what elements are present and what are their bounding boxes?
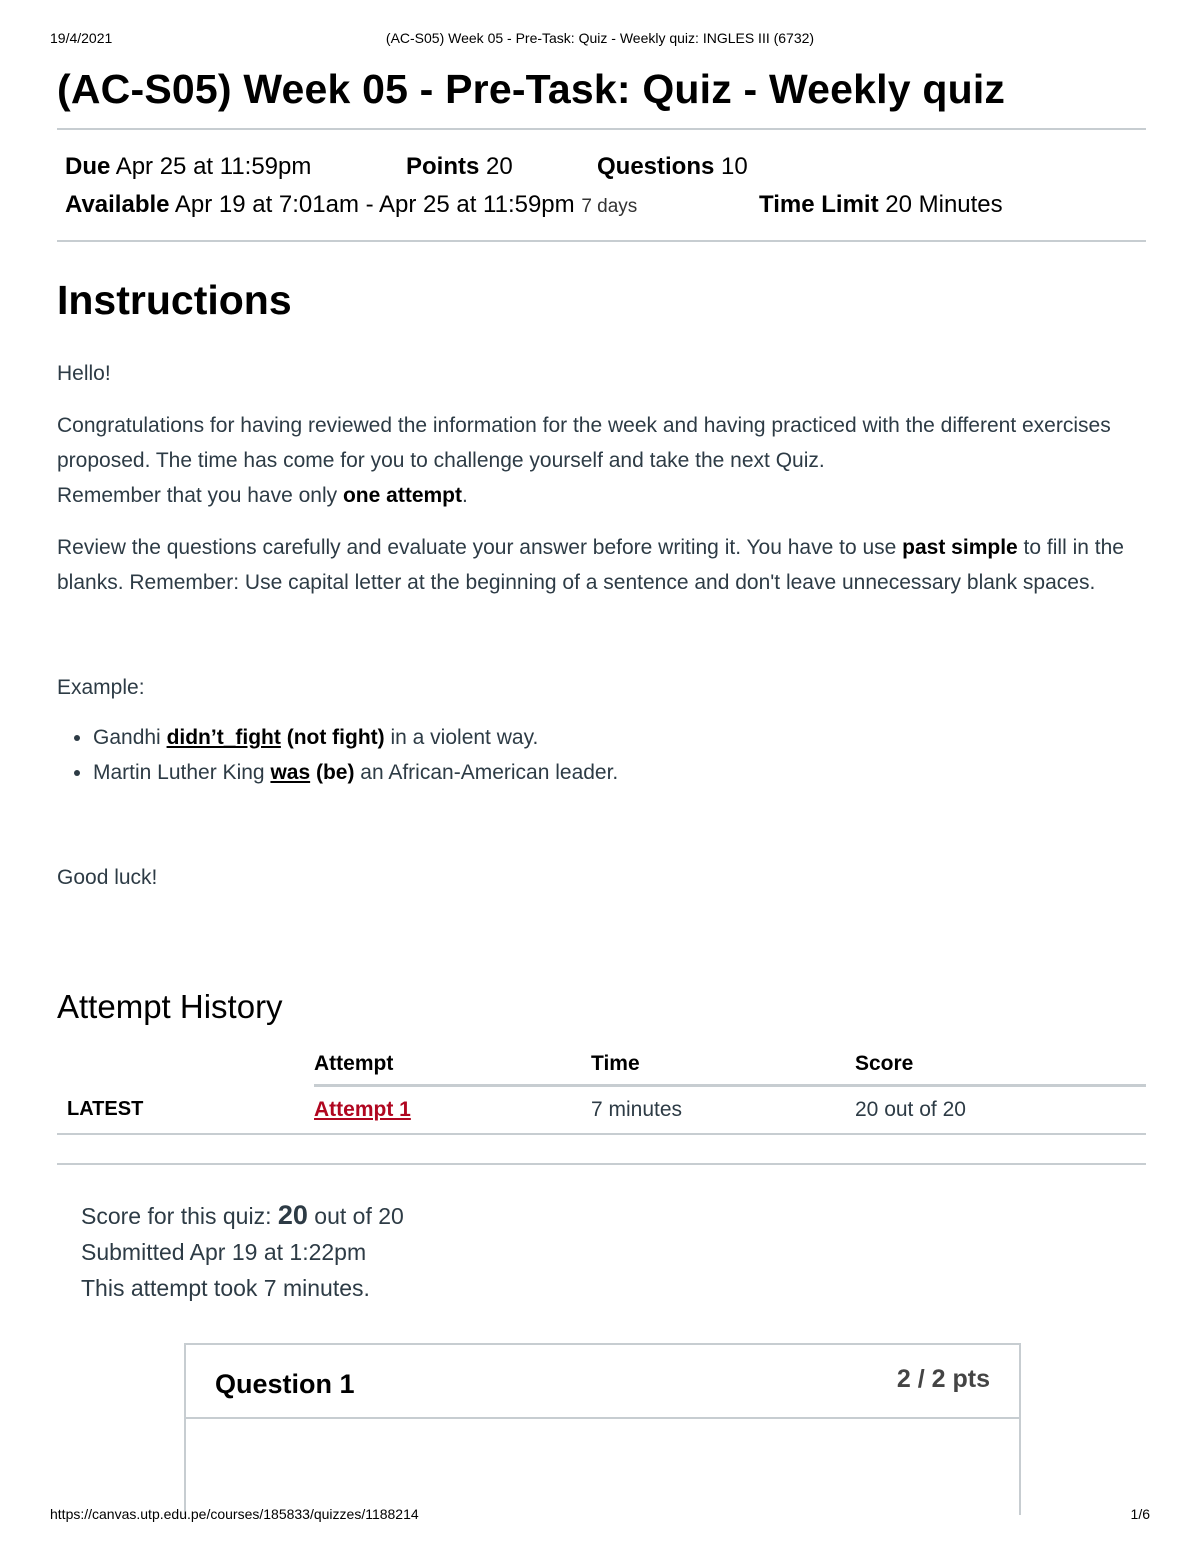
question-header <box>186 1345 1019 1419</box>
print-url: https://canvas.utp.edu.pe/courses/185833/quizzes/1188214 <box>50 1506 419 1522</box>
quiz-details <box>57 130 1146 240</box>
questions-value: 10 <box>721 153 748 180</box>
attempt-history-table <box>57 1044 1146 1135</box>
quiz-content <box>57 62 1146 1306</box>
one-attempt-emphasis: one attempt <box>342 484 462 507</box>
instructions-heading: Instructions <box>57 277 292 323</box>
example-answer: was <box>270 761 311 784</box>
submitted-time: Submitted Apr 19 at 1:22pm <box>81 1239 367 1265</box>
example-text-end: in a violent way. <box>384 726 539 749</box>
example-list <box>57 720 1146 790</box>
good-luck-text: Good luck! <box>57 866 158 889</box>
quiz-score <box>81 1197 1146 1234</box>
list-item <box>93 755 1146 790</box>
print-date: 19/4/2021 <box>50 30 113 46</box>
column-header-score: Score <box>855 1044 1146 1086</box>
attempt-history-heading: Attempt History <box>57 988 283 1025</box>
example-hint: (be) <box>310 761 355 784</box>
time-limit-value: 20 Minutes <box>885 191 1003 218</box>
column-header-time: Time <box>591 1044 855 1086</box>
attempt-cell <box>314 1086 591 1135</box>
latest-label: LATEST <box>57 1086 314 1135</box>
question-title: Question 1 <box>215 1369 355 1399</box>
time-cell: 7 minutes <box>591 1086 855 1135</box>
attempt-duration: This attempt took 7 minutes. <box>81 1275 370 1301</box>
column-header <box>57 1044 314 1086</box>
column-header-attempt: Attempt <box>314 1044 591 1086</box>
score-value: 20 <box>277 1200 308 1230</box>
example-hint: (not fight) <box>280 726 385 749</box>
review-text <box>57 530 1146 600</box>
print-footer <box>50 1506 1150 1526</box>
instructions-body <box>57 356 1146 895</box>
points-label: Points <box>406 153 480 180</box>
attempt-link[interactable]: Attempt 1 <box>314 1098 411 1121</box>
example-answer: didn’t_fight <box>166 726 281 749</box>
divider <box>57 1163 1146 1165</box>
time-limit <box>759 191 1003 219</box>
details-row-1 <box>65 148 1146 186</box>
score-out-of: out of 20 <box>307 1203 404 1229</box>
remember-end: . <box>462 484 468 507</box>
time-limit-label: Time Limit <box>759 191 879 218</box>
question-points: 2 / 2 pts <box>896 1365 990 1393</box>
past-simple-emphasis: past simple <box>902 536 1018 559</box>
available-duration: 7 days <box>581 196 638 217</box>
questions-count <box>597 153 748 181</box>
congrats-sentence: Congratulations for having reviewed the information for the week and having practiced with the different exercises proposed. The time has come for you to challenge yourself and take the next Quiz. <box>57 414 1111 472</box>
print-header <box>50 30 1150 50</box>
example-label: Example: <box>57 676 145 699</box>
points-value: 20 <box>486 153 513 180</box>
question-card <box>184 1343 1021 1515</box>
questions-label: Questions <box>597 153 715 180</box>
example-text: Martin Luther King <box>93 761 271 784</box>
score-label: Score for this quiz: <box>81 1203 278 1229</box>
table-row <box>57 1086 1146 1135</box>
page-title: (AC-S05) Week 05 - Pre-Task: Quiz - Weekly quiz <box>57 66 1006 112</box>
print-doc-title: (AC-S05) Week 05 - Pre-Task: Quiz - Weekly quiz: INGLES III (6732) <box>385 30 815 46</box>
points <box>406 153 597 181</box>
available-value: Apr 19 at 7:01am - Apr 25 at 11:59pm <box>174 191 575 218</box>
due-value: Apr 25 at 11:59pm <box>115 153 312 180</box>
score-cell: 20 out of 20 <box>855 1086 1146 1135</box>
due-label: Due <box>65 153 111 180</box>
congrats-text <box>57 408 1146 513</box>
remember-text: Remember that you have only <box>57 484 343 507</box>
example-text: Gandhi <box>93 726 167 749</box>
score-summary <box>81 1197 1146 1306</box>
table-header-row <box>57 1044 1146 1086</box>
hello-text: Hello! <box>57 362 111 385</box>
availability <box>65 191 759 219</box>
divider <box>57 240 1146 242</box>
page-number: 1/6 <box>1130 1506 1150 1522</box>
example-text-end: an African-American leader. <box>354 761 619 784</box>
review-rest: to fill in the blanks. Remember: Use capital letter at the beginning of a sentence and don't leave unnecessary blank spaces. <box>57 536 1124 594</box>
list-item <box>93 720 1146 755</box>
review-intro: Review the questions carefully and evaluate your answer before writing it. You have to use <box>57 536 903 559</box>
due-date <box>65 153 406 181</box>
details-row-2 <box>65 186 1146 224</box>
available-label: Available <box>65 191 170 218</box>
